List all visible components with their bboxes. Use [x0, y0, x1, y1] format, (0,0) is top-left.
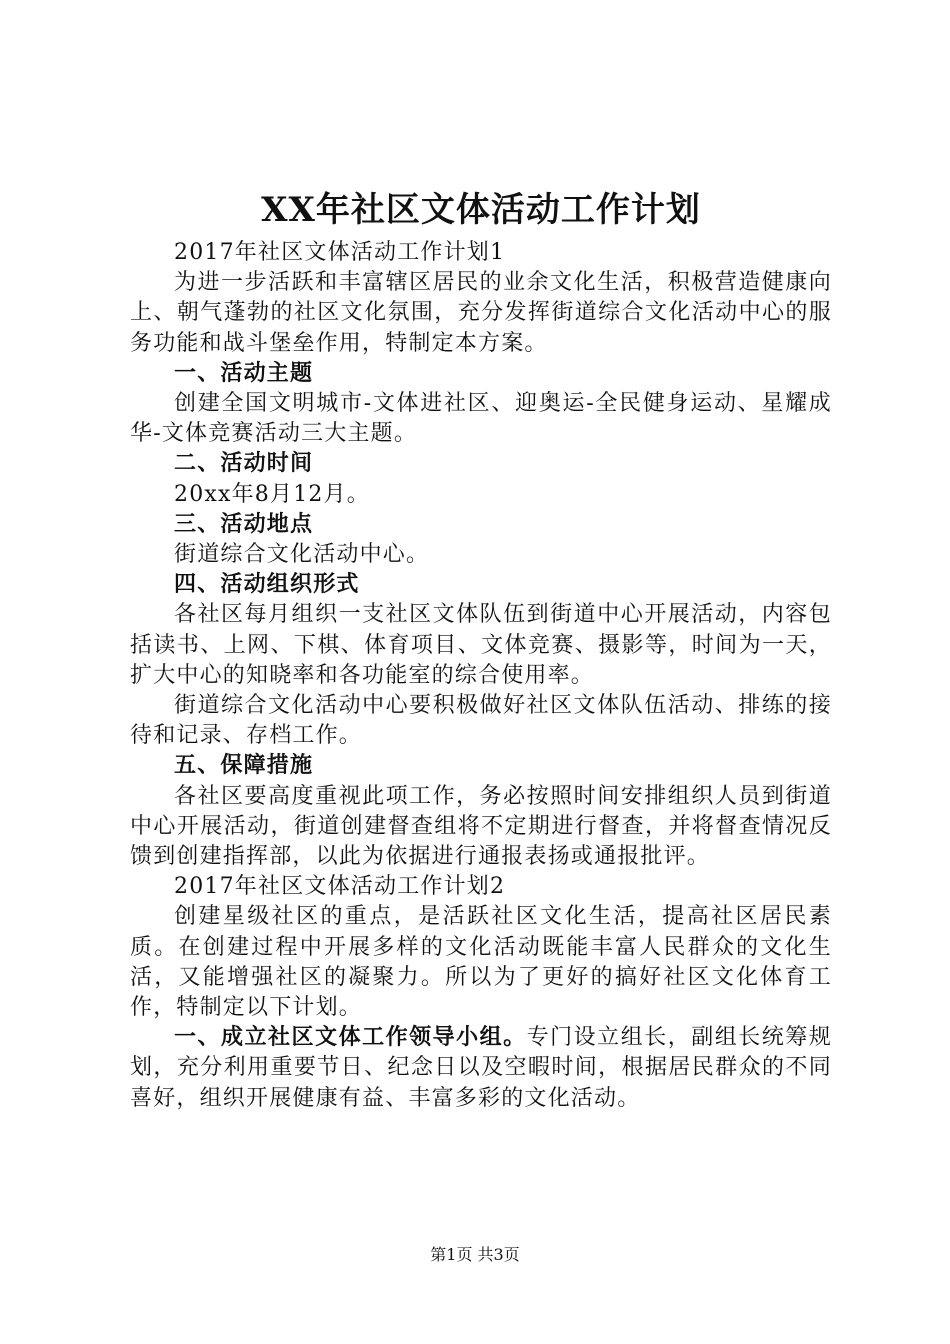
section2-heading: 二、活动时间	[174, 451, 314, 477]
plan1-label: 2017年社区文体活动工作计划1	[174, 240, 506, 265]
plan2-item1-body: 专门设立组长，副组长统筹规划，充分利用重要节日、纪念日以及空暇时间，根据居民群众的不同喜好，组织开展健康有益、丰富多彩的文化活动。	[130, 1025, 832, 1111]
document-title: XX年社区文体活动工作计划	[261, 190, 701, 230]
page-footer: 第1页 共3页	[430, 1245, 520, 1264]
section2-body: 20xx年8月12月。	[174, 481, 371, 507]
plan1-intro: 为进一步活跃和丰富辖区居民的业余文化生活，积极营造健康向上、朝气蓬勃的社区文化氛围，充分发挥街道综合文化活动中心的服务功能和战斗堡垒作用，特制定本方案。	[130, 270, 832, 356]
section4-body-2: 街道综合文化活动中心要积极做好社区文体队伍活动、排练的接待和记录、存档工作。	[130, 693, 832, 749]
document-body	[130, 182, 832, 1114]
section4-body-1: 各社区每月组织一支社区文体队伍到街道中心开展活动，内容包括读书、上网、下棋、体育项目、文体竞赛、摄影等，时间为一天，扩大中心的知晓率和各功能室的综合使用率。	[130, 602, 832, 688]
section5-body: 各社区要高度重视此项工作，务必按照时间安排组织人员到街道中心开展活动，街道创建督查组将不定期进行督查，并将督查情况反馈到创建指挥部，以此为依据进行通报表扬或通报批评。	[130, 783, 832, 870]
plan2-label: 2017年社区文体活动工作计划2	[174, 874, 506, 900]
section5-heading: 五、保障措施	[174, 753, 314, 779]
section1-body: 创建全国文明城市-文体进社区、迎奥运-全民健身运动、星耀成华-文体竞赛活动三大主题。	[130, 391, 832, 447]
plan2-item1	[130, 1023, 832, 1114]
section4-heading: 四、活动组织形式	[174, 572, 360, 598]
plan2-intro: 创建星级社区的重点，是活跃社区文化生活，提高社区居民素质。在创建过程中开展多样的文化活动既能丰富人民群众的文化生活，又能增强社区的凝聚力。所以为了更好的搞好社区文化体育工作，特制定以下计划。	[130, 904, 832, 1021]
section1-heading: 一、活动主题	[174, 360, 314, 386]
plan2-item1-lead: 一、成立社区文体工作领导小组。	[174, 1025, 527, 1051]
section3-heading: 三、活动地点	[174, 511, 314, 537]
section3-body: 街道综合文化活动中心。	[174, 542, 430, 568]
